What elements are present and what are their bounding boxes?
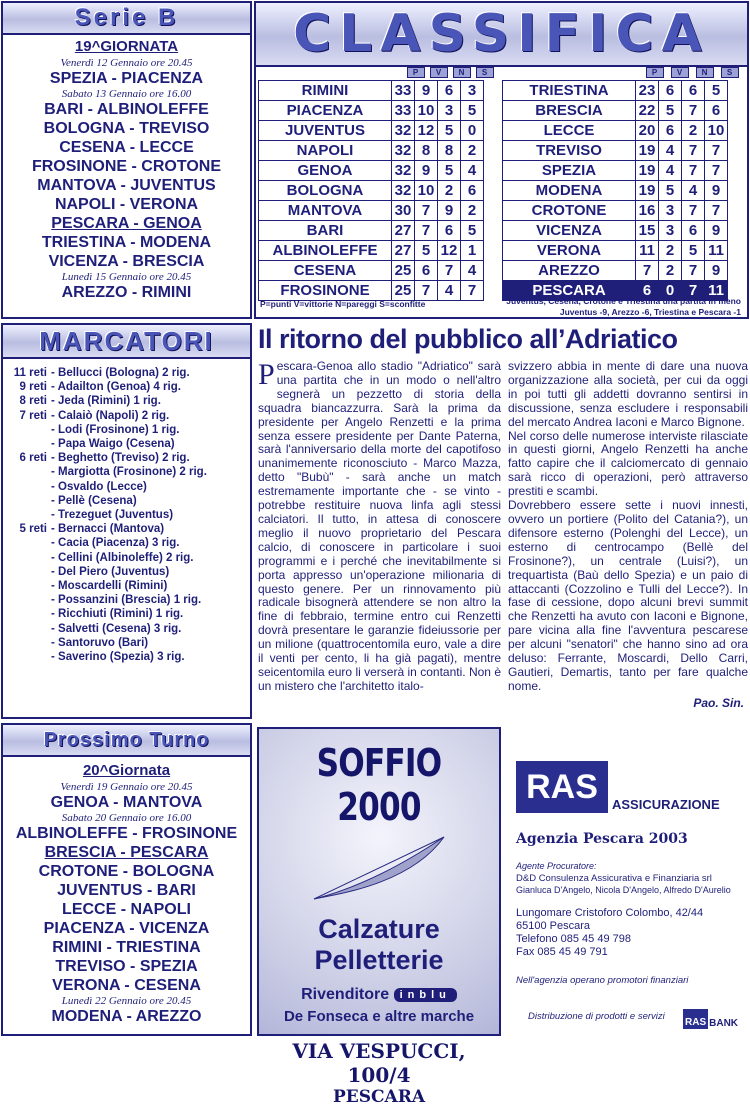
scorer-name: - Santoruvo (Bari)	[51, 636, 149, 649]
fixture-match: SPEZIA - PIACENZA	[49, 70, 204, 87]
points-cell: 25	[392, 261, 415, 281]
wins-cell: 7	[415, 221, 438, 241]
losses-cell: 11	[705, 281, 728, 301]
fixture-match: ALBINOLEFFE - FROSINONE	[15, 825, 238, 842]
scorer-name: - Beghetto (Treviso) 2 rig.	[51, 452, 190, 465]
fixture-match: TREVISO - SPEZIA	[55, 958, 198, 975]
scorer-name: - Pellè (Cesena)	[51, 494, 137, 507]
scorer-name: - Bernacci (Mantova)	[51, 523, 165, 536]
losses-cell: 2	[461, 141, 484, 161]
classifica-note-1: Juventus, Cesena, Crotone e Triestina una partita in meno	[506, 296, 741, 306]
soffio-line2: Pelletterie	[314, 945, 444, 975]
standings-row	[503, 81, 728, 101]
header-v: V	[671, 67, 689, 78]
scorer-name: - Saverino (Spezia) 3 rig.	[51, 651, 185, 664]
wins-cell: 12	[415, 121, 438, 141]
scorers-list	[3, 359, 250, 664]
draws-cell: 7	[682, 161, 705, 181]
points-cell: 25	[392, 281, 415, 301]
scorer-goals: 6 reti	[19, 452, 47, 465]
standings-row	[259, 81, 484, 101]
draws-cell: 4	[682, 181, 705, 201]
marcatori-banner	[3, 325, 250, 359]
wins-cell: 7	[415, 201, 438, 221]
serie-b-banner	[3, 3, 250, 35]
draws-cell: 7	[682, 281, 705, 301]
team-name: VERONA	[503, 241, 636, 261]
scorer-name: - Moscardelli (Rimini)	[51, 580, 168, 593]
scorer-row	[7, 409, 250, 423]
draws-cell: 7	[682, 141, 705, 161]
scorer-name: - Ricchiuti (Rimini) 1 rig.	[51, 608, 184, 621]
prossimo-turno-panel	[1, 723, 252, 1036]
classifica-headers-left	[404, 67, 496, 78]
points-cell: 27	[392, 241, 415, 261]
standings-row	[503, 201, 728, 221]
marcatori-title: MARCATORI	[39, 325, 214, 356]
ras-label: ASSICURAZIONE	[612, 797, 720, 812]
team-name: FROSINONE	[259, 281, 392, 301]
scorer-name: - Possanzini (Brescia) 1 rig.	[51, 594, 202, 607]
prossimo-turno-fixtures	[3, 781, 250, 1026]
scorer-row	[7, 465, 250, 479]
scorer-goals: 11 reti	[13, 367, 47, 379]
team-name: MANTOVA	[259, 201, 392, 221]
wins-cell: 8	[415, 141, 438, 161]
header-s: S	[721, 67, 739, 78]
marcatori-panel	[1, 323, 252, 719]
losses-cell: 7	[705, 161, 728, 181]
fixture-match-text: BRESCIA - PESCARA	[44, 844, 209, 861]
losses-cell: 7	[461, 281, 484, 301]
wins-cell: 5	[659, 101, 682, 121]
classifica-panel	[254, 1, 749, 319]
points-cell: 33	[392, 101, 415, 121]
scorer-name: - Jeda (Rimini) 1 rig.	[51, 395, 161, 408]
fixture-match: MODENA - AREZZO	[51, 1008, 202, 1025]
ras-fax: Fax 085 45 49 791	[516, 946, 608, 958]
fixture-match	[3, 214, 250, 233]
standings-row	[259, 201, 484, 221]
scorer-name: - Cellini (Albinoleffe) 2 rig.	[51, 551, 194, 564]
classifica-title: CLASSIFICA	[293, 4, 710, 64]
article-headline: Il ritorno del pubblico all’Adriatico	[258, 324, 678, 354]
fixture-match: BOLOGNA - TREVISO	[43, 120, 210, 137]
team-name: GENOA	[259, 161, 392, 181]
wins-cell: 10	[415, 101, 438, 121]
soffio-line1: Calzature	[318, 914, 440, 944]
wins-cell: 6	[415, 261, 438, 281]
scorer-row	[7, 636, 250, 650]
team-name: SPEZIA	[503, 161, 636, 181]
draws-cell: 8	[438, 141, 461, 161]
points-cell: 23	[636, 81, 659, 101]
draws-cell: 6	[438, 81, 461, 101]
fixture-date: Venerdì 19 Gennaio ore 20.45	[60, 781, 193, 793]
draws-cell: 7	[682, 101, 705, 121]
wins-cell: 9	[415, 161, 438, 181]
draws-cell: 7	[438, 261, 461, 281]
draws-cell: 6	[438, 221, 461, 241]
fixture-match: MANTOVA - JUVENTUS	[37, 177, 216, 194]
fixture-date: Venerdì 12 Gennaio ore 20.45	[60, 57, 193, 69]
scorer-row	[7, 366, 250, 380]
standings-row	[503, 261, 728, 281]
points-cell: 27	[392, 221, 415, 241]
fixture-match: RIMINI - TRIESTINA	[52, 939, 201, 956]
ras-phone: Telefono 085 45 49 798	[516, 933, 631, 945]
standings-row	[259, 241, 484, 261]
team-name: JUVENTUS	[259, 121, 392, 141]
fixture-match: CESENA - LECCE	[59, 139, 194, 156]
team-name: BRESCIA	[503, 101, 636, 121]
soffio-city: PESCARA	[332, 1087, 426, 1107]
draws-cell: 5	[438, 121, 461, 141]
wins-cell: 4	[659, 141, 682, 161]
classifica-banner	[256, 3, 747, 67]
soffio-ad	[257, 727, 501, 1107]
scorer-row	[7, 622, 250, 636]
team-name: CESENA	[259, 261, 392, 281]
ras-bank-logo	[683, 1001, 738, 1029]
ras-procurator-title: Agente Procuratore:	[516, 861, 597, 871]
fixture-match: NAPOLI - VERONA	[54, 196, 199, 213]
draws-cell: 6	[682, 81, 705, 101]
fixture-match: FROSINONE - CROTONE	[31, 158, 222, 175]
team-name: PIACENZA	[259, 101, 392, 121]
points-cell: 7	[636, 261, 659, 281]
prossimo-turno-giornata: 20^Giornata	[82, 762, 171, 779]
draws-cell: 5	[438, 161, 461, 181]
team-name: TRIESTINA	[503, 81, 636, 101]
fixture-match: GENOA - MANTOVA	[50, 794, 203, 811]
fixture-match: VICENZA - BRESCIA	[48, 253, 205, 270]
ras-address-1: Lungomare Cristoforo Colombo, 42/44	[516, 907, 704, 919]
standings-row	[259, 141, 484, 161]
points-cell: 32	[392, 141, 415, 161]
serie-b-title: Serie B	[74, 4, 179, 31]
standings-row	[259, 161, 484, 181]
losses-cell: 0	[461, 121, 484, 141]
serie-b-fixtures	[3, 57, 250, 302]
fixture-match: PIACENZA - VICENZA	[43, 920, 210, 937]
article-paragraph: Dovrebbero essere sette i nuovi innesti, ovvero un portiere (Polito del Catania?), un difensore esterno (Polenghi del Lecce), un esterno di centrocampo (Bellè del Frosinone?), un centrale (Luisi?), un trequartista (Baù dello Spezia) e un paio di attaccanti (Cozzolino e Tulli del Lecce?). In fase di cessione, dopo alcuni brevi summit che Renzetti ha avuto con Iaconi e Bignone, pare vicina alla fine l'avventura pescarese per alcuni "senatori" che hanno sino ad ora deluso: Ferrante, Moscardi, Dello Carri, Gautieri, Demartis, tanto per fare qualche nome.	[508, 498, 748, 693]
header-n: N	[696, 67, 714, 78]
team-name: RIMINI	[259, 81, 392, 101]
wins-cell: 10	[415, 181, 438, 201]
losses-cell: 4	[461, 161, 484, 181]
points-cell: 22	[636, 101, 659, 121]
scorer-name: - Papa Waigo (Cesena)	[51, 438, 175, 451]
points-cell: 19	[636, 161, 659, 181]
team-name: NAPOLI	[259, 141, 392, 161]
points-cell: 32	[392, 161, 415, 181]
article-paragraph: svizzero abbia in mente di dare una nuova organizzazione alla società, per cui da oggi in poi tutti gli addetti dovranno sentirsi in discussione, senza escludere i responsabili del mercato Andrea Iaconi e Marco Bignone.	[508, 359, 748, 429]
header-n: N	[453, 67, 471, 78]
article-column-2	[508, 360, 748, 694]
classifica-legend: P=punti V=vittorie N=pareggi S=sconfitte	[260, 299, 426, 309]
scorer-row	[7, 579, 250, 593]
losses-cell: 9	[705, 181, 728, 201]
team-name: TREVISO	[503, 141, 636, 161]
fixture-match: VERONA - CESENA	[52, 977, 201, 994]
fixture-match: AREZZO - RIMINI	[61, 284, 192, 301]
article-column-1	[258, 360, 501, 694]
fixture-date: Sabato 20 Gennaio ore 16.00	[61, 812, 192, 824]
points-cell: 11	[636, 241, 659, 261]
scorer-row	[7, 607, 250, 621]
standings-row	[503, 121, 728, 141]
losses-cell: 7	[705, 141, 728, 161]
scorer-row	[7, 650, 250, 664]
serie-b-panel	[1, 1, 252, 319]
fixture-date: Lunedì 15 Gennaio ore 20.45	[61, 271, 192, 283]
wins-cell: 6	[659, 81, 682, 101]
draws-cell: 2	[682, 121, 705, 141]
wins-cell: 3	[659, 201, 682, 221]
scorer-name: - Trezeguet (Juventus)	[51, 509, 174, 522]
fixture-match: JUVENTUS - BARI	[57, 882, 196, 899]
standings-row	[259, 121, 484, 141]
classifica-note-2: Juventus -9, Arezzo -6, Triestina e Pescara -1	[559, 307, 741, 317]
points-cell: 16	[636, 201, 659, 221]
points-cell: 15	[636, 221, 659, 241]
standings-row	[503, 221, 728, 241]
scorer-row	[7, 380, 250, 394]
scorer-row	[7, 565, 250, 579]
header-p: P	[646, 67, 664, 78]
ras-agency: Agenzia Pescara 2003	[516, 831, 688, 847]
ras-procurator-2: Gianluca D'Angelo, Nicola D'Angelo, Alfredo D'Aurelio	[516, 885, 731, 895]
scorer-goals: 9 reti	[19, 381, 47, 394]
team-name: VICENZA	[503, 221, 636, 241]
standings-row	[259, 281, 484, 301]
soffio-dealer-row	[259, 986, 499, 1004]
draws-cell: 7	[682, 201, 705, 221]
ras-procurator-1: D&D Consulenza Assicurativa e Finanziaria srl	[516, 873, 712, 884]
fixture-match: TRIESTINA - MODENA	[41, 234, 212, 251]
scorer-row	[7, 451, 250, 465]
classifica-headers-right	[642, 67, 742, 78]
losses-cell: 3	[461, 81, 484, 101]
scorer-name: - Cacia (Piacenza) 3 rig.	[51, 537, 180, 550]
points-cell: 32	[392, 121, 415, 141]
ras-logo	[516, 761, 608, 813]
draws-cell: 6	[682, 221, 705, 241]
standings-row	[503, 141, 728, 161]
points-cell: 19	[636, 181, 659, 201]
header-v: V	[430, 67, 448, 78]
scorer-goals: 8 reti	[19, 395, 47, 408]
fixture-match: CROTONE - BOLOGNA	[38, 863, 215, 880]
wins-cell: 0	[659, 281, 682, 301]
prossimo-turno-banner	[3, 725, 250, 757]
soffio-brands: De Fonseca e altre marche	[283, 1008, 475, 1025]
team-name: CROTONE	[503, 201, 636, 221]
article-dropcap: P	[258, 358, 275, 391]
points-cell: 6	[636, 281, 659, 301]
ras-logo-text: RAS	[526, 768, 598, 806]
standings-row	[259, 221, 484, 241]
soffio-dealer: Rivenditore	[301, 986, 390, 1003]
scorer-row	[7, 508, 250, 522]
standings-table-left	[258, 80, 484, 301]
article-col1-text: escara-Genoa allo stadio "Adriatico" sarà una partita che in un modo o nell'altro segnerà un pezzetto di storia della squadra biancazzurra. Sarà la prima da presidente per Angelo Renzetti e la prima senza essere presidente per Dante Paterna, sarà l'anniversario della morte del capotifoso unanimemente riconosciuto - Marco Mazza, detto "Bubù" - sarà anche un match estremamente importante che - se vinto - potrebbe restituire nuova linfa agli stessi calciatori. Il tutto, in attesa di conoscere meglio il nuovo proprietario del Pescara calcio, di conoscere in particolare i suoi programmi e i perché che inevitabilmente si porta appresso un'operazione milionaria di questo genere. Per un rinnovamento più radicale bisognerà attendere se non altro la fine di febbraio, termine entro cui Renzetti dovrà presentare le garanzie fideiussorie per un milione (quattrocentomila euro, vale a dire il venti per cento, li ha già pagati), mentre seicentomila euro li verserà in contanti. Non è un mistero che l'architetto italo-	[258, 359, 501, 693]
losses-cell: 5	[705, 81, 728, 101]
standings-row	[503, 161, 728, 181]
feather-icon	[304, 829, 454, 909]
scorer-name: - Del Piero (Juventus)	[51, 565, 170, 578]
scorer-row	[7, 494, 250, 508]
article-paragraph: Nel corso delle numerose interviste rilasciate in questi giorni, Angelo Renzetti ha anche fatto capire che il calciomercato di gennaio sarà ricco di operazioni, però attraverso prestiti e scambi.	[508, 428, 748, 499]
points-cell: 30	[392, 201, 415, 221]
losses-cell: 2	[461, 201, 484, 221]
standings-row	[259, 261, 484, 281]
scorer-row	[7, 480, 250, 494]
ras-bank-logo-mark: RAS	[683, 1009, 708, 1029]
standings-row	[503, 241, 728, 261]
ras-bank-label: BANK	[709, 1018, 739, 1029]
losses-cell: 7	[705, 201, 728, 221]
wins-cell: 2	[659, 261, 682, 281]
team-name: ALBINOLEFFE	[259, 241, 392, 261]
draws-cell: 12	[438, 241, 461, 261]
article-signature: Pao. Sin.	[693, 696, 744, 710]
team-name: AREZZO	[503, 261, 636, 281]
losses-cell: 9	[705, 261, 728, 281]
ras-promo: Nell'agenzia operano promotori finanziari	[516, 975, 689, 986]
wins-cell: 7	[415, 281, 438, 301]
losses-cell: 6	[705, 101, 728, 121]
wins-cell: 4	[659, 161, 682, 181]
draws-cell: 2	[438, 181, 461, 201]
serie-b-giornata: 19^GIORNATA	[74, 38, 179, 55]
wins-cell: 2	[659, 241, 682, 261]
wins-cell: 9	[415, 81, 438, 101]
soffio-brand: SOFFIO 2000	[316, 741, 442, 829]
draws-cell: 7	[682, 261, 705, 281]
scorer-row	[7, 593, 250, 607]
standings-row	[503, 181, 728, 201]
losses-cell: 10	[705, 121, 728, 141]
standings-table-right	[502, 80, 728, 301]
team-name: MODENA	[503, 181, 636, 201]
losses-cell: 5	[461, 101, 484, 121]
scorer-name: - Adailton (Genoa) 4 rig.	[51, 381, 181, 394]
team-name: LECCE	[503, 121, 636, 141]
scorer-name: - Calaiò (Napoli) 2 rig.	[51, 409, 170, 422]
team-name: BOLOGNA	[259, 181, 392, 201]
scorer-row	[7, 551, 250, 565]
scorer-goals: 5 reti	[19, 523, 47, 536]
scorer-name: - Margiotta (Frosinone) 2 rig.	[51, 466, 207, 479]
scorer-name: - Osvaldo (Lecce)	[51, 480, 147, 493]
header-p: P	[407, 67, 425, 78]
standings-row	[259, 101, 484, 121]
losses-cell: 9	[705, 221, 728, 241]
scorer-name: - Lodi (Frosinone) 1 rig.	[51, 423, 180, 436]
soffio-address: VIA VESPUCCI, 100/4	[292, 1039, 466, 1087]
fixture-match: LECCE - NAPOLI	[62, 901, 191, 918]
standings-row	[503, 101, 728, 121]
scorer-row	[7, 437, 250, 451]
fixture-date: Sabato 13 Gennaio ore 16.00	[61, 88, 192, 100]
draws-cell: 3	[438, 101, 461, 121]
losses-cell: 4	[461, 261, 484, 281]
article	[258, 322, 748, 722]
draws-cell: 5	[682, 241, 705, 261]
fixture-match-text: PESCARA - GENOA	[51, 215, 202, 232]
wins-cell: 5	[415, 241, 438, 261]
team-name: BARI	[259, 221, 392, 241]
losses-cell: 5	[461, 221, 484, 241]
losses-cell: 11	[705, 241, 728, 261]
ras-address-2: 65100 Pescara	[516, 920, 590, 932]
scorer-row	[7, 394, 250, 408]
losses-cell: 6	[461, 181, 484, 201]
fixture-match: BARI - ALBINOLEFFE	[44, 101, 209, 118]
inblu-logo: inblu	[394, 988, 457, 1002]
scorer-row	[7, 423, 250, 437]
scorer-row	[7, 536, 250, 550]
points-cell: 32	[392, 181, 415, 201]
losses-cell: 1	[461, 241, 484, 261]
ras-distribution: Distribuzione di prodotti e servizi	[528, 1011, 665, 1022]
points-cell: 33	[392, 81, 415, 101]
draws-cell: 4	[438, 281, 461, 301]
wins-cell: 5	[659, 181, 682, 201]
draws-cell: 9	[438, 201, 461, 221]
points-cell: 19	[636, 141, 659, 161]
ras-ad	[506, 727, 748, 1036]
points-cell: 20	[636, 121, 659, 141]
scorer-name: - Salvetti (Cesena) 3 rig.	[51, 622, 182, 635]
header-s: S	[476, 67, 494, 78]
standings-row	[259, 181, 484, 201]
scorer-name: - Bellucci (Bologna) 2 rig.	[51, 367, 190, 379]
prossimo-turno-title: Prossimo Turno	[43, 728, 210, 751]
wins-cell: 3	[659, 221, 682, 241]
wins-cell: 6	[659, 121, 682, 141]
scorer-row	[7, 522, 250, 536]
team-name: PESCARA	[503, 281, 636, 301]
fixture-date: Lunedì 22 Gennaio ore 20.45	[61, 995, 192, 1007]
scorer-goals: 7 reti	[19, 409, 47, 422]
fixture-match	[3, 843, 250, 862]
